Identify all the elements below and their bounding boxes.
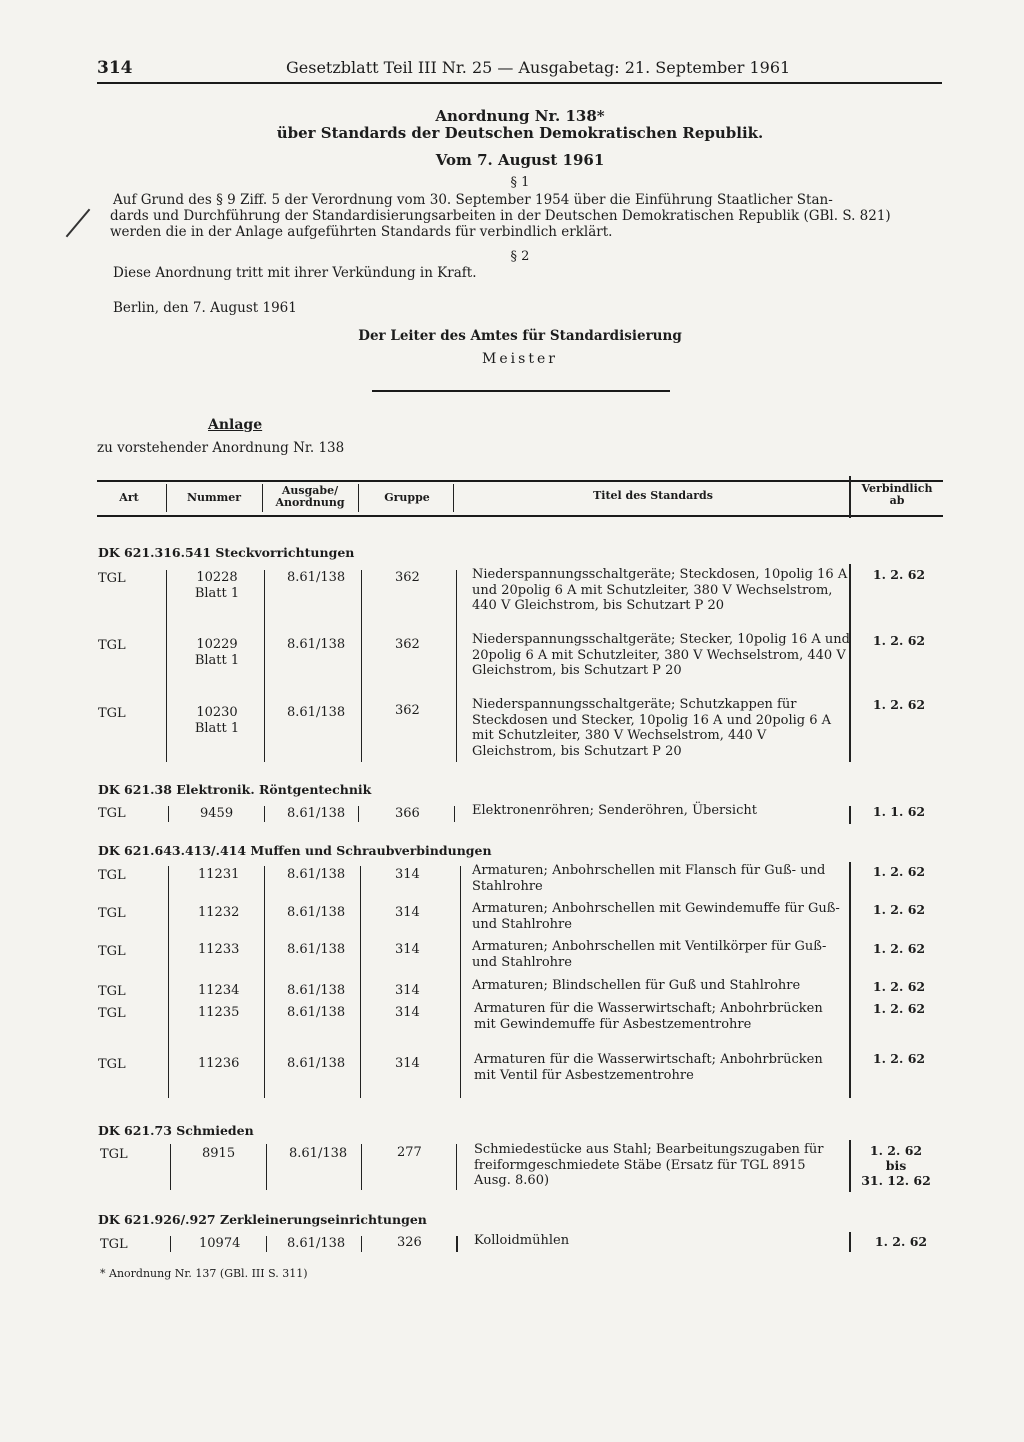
column-divider bbox=[266, 1236, 267, 1252]
column-header-gruppe: Gruppe bbox=[384, 491, 430, 504]
column-header-titel: Titel des Standards bbox=[593, 489, 713, 502]
section-2-label: § 2 bbox=[510, 249, 530, 264]
signatory-role: Der Leiter des Amtes für Standardisierung bbox=[358, 328, 682, 344]
cell-verbindlich: 1. 2. 62 bbox=[872, 1051, 926, 1066]
column-divider bbox=[360, 866, 361, 1098]
cell-art: TGL bbox=[98, 571, 126, 586]
column-header-art: Art bbox=[119, 491, 139, 504]
annex-subheading: zu vorstehender Anordnung Nr. 138 bbox=[97, 440, 345, 456]
section-1-text bbox=[110, 192, 943, 240]
cell-titel: Armaturen für die Wasserwirtschaft; Anbohrbrücken mit Ventil für Asbestzementrohre bbox=[474, 1052, 823, 1083]
cell-art: TGL bbox=[100, 1237, 128, 1252]
cell-gruppe: 314 bbox=[395, 905, 420, 920]
column-divider bbox=[266, 1144, 267, 1190]
divider-rule bbox=[372, 390, 670, 392]
cell-nummer: 9459 bbox=[200, 806, 234, 821]
column-divider bbox=[361, 570, 362, 762]
column-header-ausgabe bbox=[264, 485, 356, 509]
group-heading: DK 621.643.413/.414 Muffen und Schraubverbindungen bbox=[98, 843, 492, 858]
column-divider bbox=[453, 484, 454, 512]
cell-ausgabe: 8.61/138 bbox=[287, 570, 346, 585]
ordinance-date: Vom 7. August 1961 bbox=[435, 151, 605, 169]
cell-ausgabe: 8.61/138 bbox=[287, 942, 346, 957]
cell-line: 10229 bbox=[196, 637, 238, 652]
column-divider bbox=[166, 484, 167, 512]
group-heading: DK 621.926/.927 Zerkleinerungseinrichtungen bbox=[98, 1212, 427, 1227]
cell-verbindlich: 1. 2. 62 bbox=[872, 633, 926, 648]
column-divider bbox=[262, 484, 263, 512]
group-heading: DK 621.316.541 Steckvorrichtungen bbox=[98, 545, 355, 560]
cell-verbindlich: 1. 2. 62 bbox=[872, 697, 926, 712]
cell-art: TGL bbox=[98, 706, 126, 721]
cell-verbindlich: 1. 2. 62 bbox=[874, 1234, 928, 1249]
column-divider bbox=[264, 866, 265, 1098]
cell-art: TGL bbox=[98, 1057, 126, 1072]
cell-line: 1. 2. 62 bbox=[869, 1143, 923, 1158]
cell-verbindlich: 1. 2. 62 bbox=[872, 1001, 926, 1016]
group-heading: DK 621.73 Schmieden bbox=[98, 1123, 254, 1138]
footnote: * Anordnung Nr. 137 (GBl. III S. 311) bbox=[100, 1267, 308, 1280]
cell-verbindlich: 1. 2. 62 bbox=[872, 902, 926, 917]
table-header-rule bbox=[97, 515, 943, 517]
cell-gruppe: 366 bbox=[395, 806, 420, 821]
cell-nummer: 11236 bbox=[198, 1056, 240, 1071]
cell-line: 31. 12. 62 bbox=[861, 1173, 931, 1188]
cell-gruppe: 314 bbox=[395, 1056, 420, 1071]
cell-nummer: 8915 bbox=[202, 1146, 236, 1161]
cell-ausgabe: 8.61/138 bbox=[287, 1005, 346, 1020]
column-divider bbox=[358, 806, 359, 822]
cell-nummer: 11234 bbox=[198, 983, 240, 998]
cell-gruppe: 326 bbox=[397, 1235, 422, 1250]
cell-ausgabe: 8.61/138 bbox=[289, 1146, 348, 1161]
cell-ausgabe: 8.61/138 bbox=[287, 705, 346, 720]
column-divider bbox=[849, 476, 851, 518]
column-divider bbox=[168, 806, 169, 822]
column-divider bbox=[170, 1236, 171, 1252]
header-line: Anordnung bbox=[275, 496, 345, 509]
cell-line: 10228 bbox=[196, 570, 238, 585]
column-divider bbox=[454, 806, 455, 822]
cell-line: Blatt 1 bbox=[194, 653, 240, 668]
table-top-rule bbox=[97, 480, 943, 482]
section-1-label: § 1 bbox=[510, 175, 530, 190]
signatory-name: Meister bbox=[482, 351, 558, 367]
cell-nummer: 11235 bbox=[198, 1005, 240, 1020]
cell-ausgabe: 8.61/138 bbox=[287, 1236, 346, 1251]
cell-verbindlich: 1. 1. 62 bbox=[872, 804, 926, 819]
header-line: ab bbox=[889, 494, 905, 507]
page-number: 314 bbox=[97, 58, 133, 78]
margin-pen-mark bbox=[66, 209, 91, 238]
section-1-line: Auf Grund des § 9 Ziff. 5 der Verordnung vom 30. September 1954 über die Einführung Staatlicher Stan- bbox=[113, 192, 833, 208]
column-divider bbox=[456, 1144, 457, 1190]
cell-titel: Niederspannungsschaltgeräte; Steckdosen, 10polig 16 A und 20polig 6 A mit Schutzleiter, 380 V Wechselstrom, 440 V Gleichstrom, bis Schutzart P 20 bbox=[472, 567, 848, 613]
cell-art: TGL bbox=[98, 868, 126, 883]
cell-titel: Armaturen für die Wasserwirtschaft; Anbohrbrücken mit Gewindemuffe für Asbestzementrohre bbox=[474, 1001, 823, 1032]
column-divider bbox=[264, 806, 265, 822]
cell-verbindlich: 1. 2. 62 bbox=[872, 567, 926, 582]
cell-titel: Niederspannungsschaltgeräte; Stecker, 10polig 16 A und 20polig 6 A mit Schutzleiter, 380 V Wechselstrom, 440 V Gleichstrom, bis Schutzart P 20 bbox=[472, 632, 850, 678]
ordinance-title: Anordnung Nr. 138* bbox=[435, 107, 605, 125]
cell-nummer: 11232 bbox=[198, 905, 240, 920]
annex-heading: Anlage bbox=[208, 417, 263, 433]
cell-ausgabe: 8.61/138 bbox=[287, 1056, 346, 1071]
cell-art: TGL bbox=[98, 906, 126, 921]
column-divider bbox=[456, 570, 457, 762]
section-2-text: Diese Anordnung tritt mit ihrer Verkündung in Kraft. bbox=[113, 265, 477, 281]
cell-titel: Kolloidmühlen bbox=[474, 1233, 570, 1248]
cell-ausgabe: 8.61/138 bbox=[287, 867, 346, 882]
cell-titel: Schmiedestücke aus Stahl; Bearbeitungszugaben für freiformgeschmiedete Stäbe (Ersatz für TGL 8915 Ausg. 8.60) bbox=[474, 1142, 824, 1188]
column-divider bbox=[456, 1236, 458, 1252]
cell-titel: Armaturen; Anbohrschellen mit Gewindemuffe für Guß- und Stahlrohre bbox=[472, 901, 840, 932]
cell-verbindlich bbox=[848, 1143, 944, 1188]
header-line: Ausgabe/ bbox=[281, 484, 339, 497]
cell-verbindlich: 1. 2. 62 bbox=[872, 864, 926, 879]
column-divider bbox=[361, 1144, 362, 1190]
header-rule bbox=[97, 82, 942, 84]
cell-ausgabe: 8.61/138 bbox=[287, 637, 346, 652]
column-divider bbox=[168, 866, 169, 1098]
column-divider bbox=[358, 484, 359, 512]
column-divider bbox=[460, 866, 461, 1098]
cell-art: TGL bbox=[98, 984, 126, 999]
cell-line: Blatt 1 bbox=[194, 586, 240, 601]
cell-line: bis bbox=[885, 1158, 907, 1173]
cell-ausgabe: 8.61/138 bbox=[287, 806, 346, 821]
cell-ausgabe: 8.61/138 bbox=[287, 905, 346, 920]
cell-nummer bbox=[176, 637, 258, 669]
column-divider bbox=[361, 1236, 362, 1252]
cell-verbindlich: 1. 2. 62 bbox=[872, 941, 926, 956]
cell-gruppe: 277 bbox=[397, 1145, 422, 1160]
cell-art: TGL bbox=[98, 638, 126, 653]
column-divider bbox=[166, 570, 167, 762]
cell-gruppe: 314 bbox=[395, 942, 420, 957]
cell-gruppe: 314 bbox=[395, 867, 420, 882]
cell-nummer: 10974 bbox=[199, 1236, 241, 1251]
column-divider bbox=[170, 1144, 171, 1190]
cell-verbindlich: 1. 2. 62 bbox=[872, 979, 926, 994]
ordinance-subtitle: über Standards der Deutschen Demokratischen Republik. bbox=[276, 124, 764, 142]
cell-titel: Armaturen; Anbohrschellen mit Ventilkörper für Guß- und Stahlrohre bbox=[472, 939, 827, 970]
cell-gruppe: 314 bbox=[395, 983, 420, 998]
section-1-line: dards und Durchführung der Standardisierungsarbeiten in der Deutschen Demokratischen Republik (GBl. S. 821) bbox=[110, 208, 891, 224]
section-1-line: werden die in der Anlage aufgeführten Standards für verbindlich erklärt. bbox=[110, 224, 613, 240]
cell-line: Blatt 1 bbox=[194, 721, 240, 736]
cell-gruppe: 362 bbox=[395, 570, 420, 585]
cell-ausgabe: 8.61/138 bbox=[287, 983, 346, 998]
cell-gruppe: 362 bbox=[395, 637, 420, 652]
cell-nummer bbox=[176, 705, 258, 737]
cell-art: TGL bbox=[98, 1006, 126, 1021]
cell-gruppe: 362 bbox=[395, 703, 420, 718]
place-date: Berlin, den 7. August 1961 bbox=[113, 300, 297, 316]
cell-nummer bbox=[176, 570, 258, 602]
column-header-nummer: Nummer bbox=[186, 491, 242, 504]
cell-art: TGL bbox=[98, 944, 126, 959]
group-heading: DK 621.38 Elektronik. Röntgentechnik bbox=[98, 782, 372, 797]
cell-line: 10230 bbox=[196, 705, 238, 720]
cell-titel: Armaturen; Anbohrschellen mit Flansch für Guß- und Stahlrohre bbox=[472, 863, 826, 894]
column-divider bbox=[264, 570, 265, 762]
cell-art: TGL bbox=[98, 806, 126, 821]
cell-art: TGL bbox=[100, 1147, 128, 1162]
running-title: Gesetzblatt Teil III Nr. 25 — Ausgabetag: 21. September 1961 bbox=[286, 58, 791, 77]
cell-titel: Elektronenröhren; Senderöhren, Übersicht bbox=[472, 803, 757, 818]
column-header-verbindlich bbox=[852, 483, 942, 507]
cell-nummer: 11233 bbox=[198, 942, 240, 957]
cell-gruppe: 314 bbox=[395, 1005, 420, 1020]
cell-titel: Armaturen; Blindschellen für Guß und Stahlrohre bbox=[472, 978, 801, 993]
cell-nummer: 11231 bbox=[198, 867, 240, 882]
header-line: Verbindlich bbox=[861, 482, 933, 495]
cell-titel: Niederspannungsschaltgeräte; Schutzkappen für Steckdosen und Stecker, 10polig 16 A und 20polig 6 A mit Schutzleiter, 380 V Wechselstrom, 440 V Gleichstrom, bis Schutzart P 20 bbox=[472, 697, 832, 759]
